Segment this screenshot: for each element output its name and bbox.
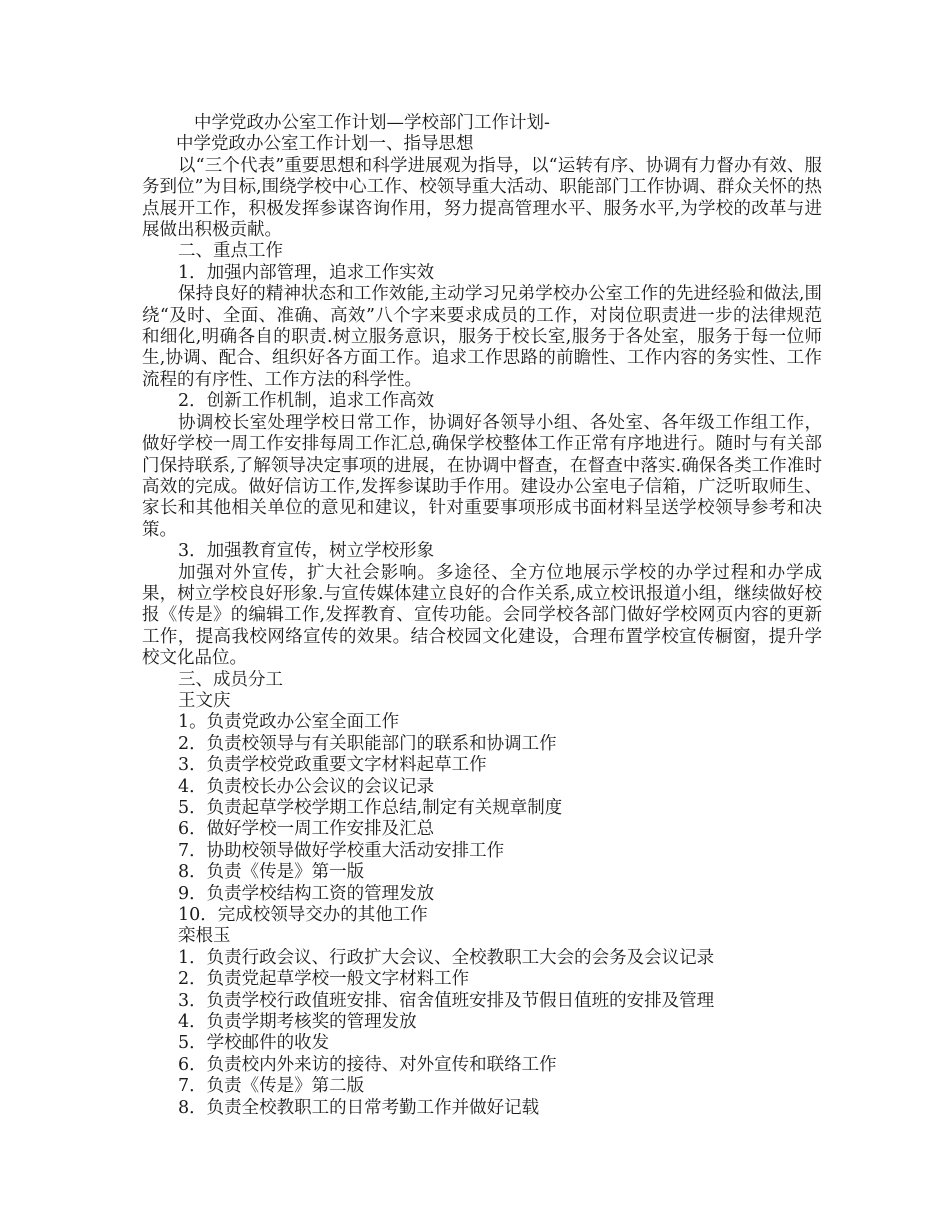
document-title: 中学党政办公室工作计划—学校部门工作计划- [194,113,550,133]
duty-item: 1。负责党政办公室全面工作 [178,712,400,733]
document-content [142,113,822,1119]
duty-item: 10．完成校领导交办的其他工作 [178,905,428,926]
item-heading-2: 2．创新工作机制，追求工作高效 [178,391,435,412]
duty-item: 6．负责校内外来访的接待、对外宣传和联络工作 [178,1054,557,1075]
duty-item: 9．负责学校结构工资的管理发放 [178,883,435,904]
item-body-2: 协调校长室处理学校日常工作，协调好各领导小组、各处室、各年级工作组工作，做好学校一周工作安排每周工作汇总,确保学校整体工作正常有序地进行。随时与有关部门保持联系,了解领导决定事项的进展，在协调中督查，在督查中落实.确保各类工作准时高效的完成。做好信访工作,发挥参谋助手作用。建设办公室电子信箱，广泛听取师生、家长和其他相关单位的意见和建议，针对重要事项形成书面材料呈送学校领导参考和决策。 [142,412,822,540]
duty-item: 7．协助校领导做好学校重大活动安排工作 [178,840,505,861]
duty-item: 3．负责学校行政值班安排、宿舍值班安排及节假日值班的安排及管理 [178,990,715,1011]
duty-item: 5．负责起草学校学期工作总结,制定有关规章制度 [178,798,563,818]
duty-item: 8．负责《传是》第一版 [178,862,365,883]
document-subtitle: 中学党政办公室工作计划一、指导思想 [176,134,474,155]
item-body-1: 保持良好的精神状态和工作效能,主动学习兄弟学校办公室工作的先进经验和做法,围绕“及时、全面、准确、高效”八个字来要求成员的工作，对岗位职责进一步的法律规范和细化,明确各自的职责.树立服务意识，服务于校长室,服务于各处室，服务于每一位师生,协调、配合、组织好各方面工作。追求工作思路的前瞻性、工作内容的务实性、工作流程的有序性、工作方法的科学性。 [142,284,822,390]
intro-paragraph: 以“三个代表”重要思想和科学进展观为指导，以“运转有序、协调有力督办有效、服务到位”为目标,围绕学校中心工作、校领导重大活动、职能部门工作协调、群众关怀的热点展开工作，积极发挥参谋咨询作用，努力提高管理水平、服务水平,为学校的改革与进展做出积极贡献。 [142,155,822,241]
duty-item: 4．负责学期考核奖的管理发放 [178,1012,417,1033]
duty-item: 3．负责学校党政重要文字材料起草工作 [178,755,487,776]
member-name-1: 王文庆 [178,690,231,711]
duty-item: 1．负责行政会议、行政扩大会议、全校教职工大会的会务及会议记录 [178,947,715,968]
duty-item: 2．负责校领导与有关职能部门的联系和协调工作 [178,733,557,754]
section-heading-2: 二、重点工作 [178,241,283,262]
duty-item: 5．学校邮件的收发 [178,1033,330,1054]
duty-item: 8．负责全校教职工的日常考勤工作并做好记载 [178,1097,540,1118]
duty-item: 4．负责校长办公会议的会议记录 [178,776,435,797]
item-heading-1: 1．加强内部管理，追求工作实效 [178,262,435,283]
section-heading-3: 三、成员分工 [178,669,283,690]
item-body-3: 加强对外宣传，扩大社会影响。多途径、全方位地展示学校的办学过程和办学成果，树立学校良好形象.与宣传媒体建立良好的合作关系,成立校讯报道小组，继续做好校报《传是》的编辑工作,发挥教育、宣传功能。会同学校各部门做好学校网页内容的更新工作，提高我校网络宣传的效果。结合校园文化建设，合理布置学校宣传橱窗，提升学校文化品位。 [142,562,822,669]
member-name-2: 栾根玉 [178,926,231,947]
duty-item: 2．负责党起草学校一般文字材料工作 [178,969,470,990]
duty-item: 6．做好学校一周工作安排及汇总 [178,819,435,840]
duty-item: 7．负责《传是》第二版 [178,1076,365,1097]
item-heading-3: 3．加强教育宣传，树立学校形象 [178,541,435,562]
